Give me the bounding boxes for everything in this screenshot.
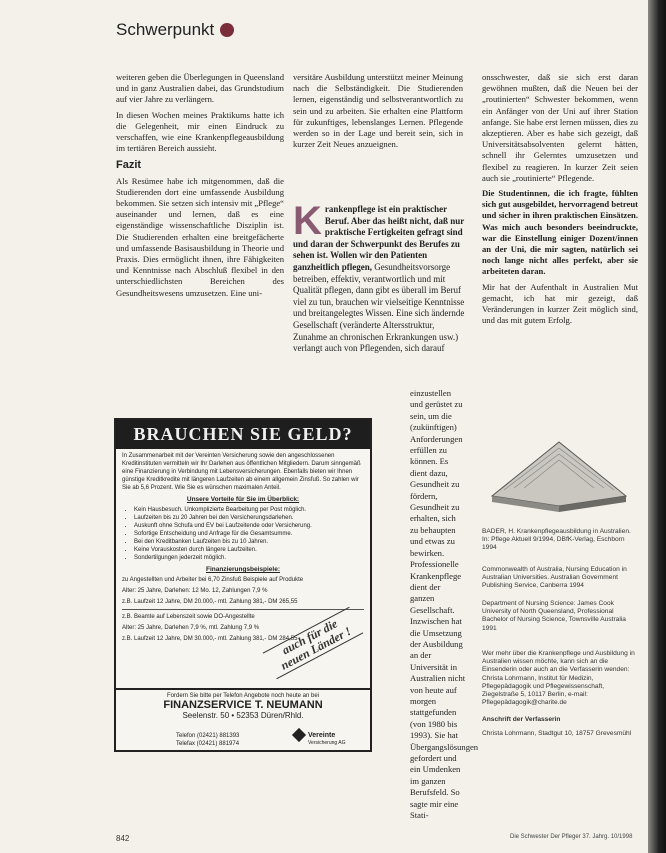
journal-footer: Die Schwester Der Pfleger 37. Jahrg. 10/1998 [510, 834, 633, 840]
drop-cap: K [293, 199, 322, 243]
ad-example-line: Alter: 25 Jahre, Darlehen 7,9 %, mtl. Zahlung 7,9 % [122, 625, 260, 631]
book-spine-shadow [648, 0, 666, 853]
partner-logo-icon [292, 728, 306, 742]
paragraph: Als Resümee habe ich mitgenommen, daß die Studierenden dort eine umfassende Ausbildung bekommen. Sie setzen sich intensiv mit „Pflege“ auseinander und lernen, daß es eine eigenständige wissenschaftliche Disziplin ist. Die Studierenden erhalten eine breitgefächerte und umfassende Basisausbildung in Theorie und Praxis. Dies ermöglicht ihnen, ihre Fähigkeiten und Kenntnisse nach Abschluß flexibel in den unterschiedlichsten Bereichen des Gesundheitswesens umzusetzen. Eine uni- [116, 175, 284, 298]
author-heading: Anschrift der Verfasserin [482, 716, 561, 723]
paragraph: In diesen Wochen meines Praktikums hatte ich die Gelegenheit, mir einen Eindruck zu verschaffen, wie eine Krankenpflegeausbildung im tertiären Bereich aussieht. [116, 109, 284, 154]
paragraph: versitäre Ausbildung unterstützt meiner Meinung nach die Selbständigkeit. Die Studierenden lernen, eigenständig und selbstverantwortlich zu sein und zu arbeiten. Sie erhalten eine Plattform für zukunftiges, lebenslanges Lernen. Pflegende werden so in der Lage und bereit sein, sich in kurzer Zeit Neues anzueignen. [293, 72, 463, 150]
company-contact [176, 732, 239, 748]
list-item: • Keine Vorauskosten durch längere Laufzeiten. [134, 546, 364, 554]
ad-stamp: auch für die neuen Länder ! [263, 607, 364, 679]
company-address: Seelenstr. 50 • 52353 Düren/Rhld. [182, 711, 304, 720]
partner-name: Vereinte [308, 731, 336, 739]
ad-footer-intro: Fordern Sie bitte per Telefon Angebote noch heute an bei [166, 693, 319, 699]
contact-note: Wer mehr über die Krankenpflege und Ausbildung in Australien wissen möchte, kann sich an die Einsenderin oder auch an die Verfasserin wenden: Christa Lohrmann, Institut für Medizin, Pflegepädagogik und Pflegewissenschaft, Ziegelstraße 5, 10117 Berlin, e-mail: Pflegepädagogik@charite.de [482, 650, 635, 707]
section-heading: Fazit [116, 159, 142, 172]
company-phone: Telefon (02421) 881393 [176, 733, 240, 739]
company-fax: Telefax (02421) 881974 [176, 741, 240, 747]
paragraph-bold: Die Studentinnen, die ich fragte, fühlten sich gut ausgebildet, hervorragend betreut und sicher in ihren praktischen Einsätzen. Was mich auch besonders beeindruckte, war die Einstellung einiger Dozent/innen an der Uni, die mir sagten, natürlich sei noch lange nicht alles perfekt, aber sie arbeiteten daran. [482, 188, 638, 277]
section-dot-icon [220, 23, 234, 37]
partner-subtitle: Versicherung AG [308, 740, 346, 746]
ad-example-line: z.B. Laufzeit 12 Jahre, DM 20.000,- mtl. Zahlung 381,- DM 265,55 [122, 599, 298, 605]
paragraph: einzustellen und gerüstet zu sein, um die (zukünftigen) Anforderungen erfüllen zu können. Es dient dazu, Gesundheit zu fördern, Gesundheit zu erhalten, sich zu behaupten und etwas zu bewirken. Professionelle Krankenpflege dient der ganzen Gesellschaft. Inzwischen hat die Umsetzung der Ausbildung an der Universität in Australien nicht von heute auf morgen stattgefunden (von 1980 bis 1993). Sie hat Übergangslösungen gefordert und ein Umdenken im ganzen Berufsfeld. So sagte mir eine Stati- [410, 388, 479, 821]
article-column-2 [293, 72, 463, 154]
article-column-1 [116, 72, 284, 303]
list-item: • Sondertilgungen jederzeit möglich. [134, 554, 364, 562]
reference-2: Commonwealth of Australia, Nursing Education in Australian Universities. Australian Government Publishing Service, Canberra 1994 [482, 566, 627, 590]
page-number: 842 [116, 834, 130, 843]
article-column-2-narrow [410, 388, 479, 825]
reference-3: Department of Nursing Science: James Cook University of North Queensland, Professional Bachelor of Nursing Science, Townsville Australia 1991 [482, 600, 626, 632]
list-item: • Sofortige Entscheidung und Anfrage für die Gesamtsumme. [134, 530, 364, 538]
list-item: • Kein Hausbesuch. Unkomplizierte Bearbeitung per Post möglich. [134, 506, 364, 514]
paragraph: onsschwester, daß sie sich erst daran gewöhnen mußten, daß die Neuen bei der „routinierten“ Schwester bekommen, wenn ein Anfänger von der Uni auf ihrer Station anfange. Sie habe erst lernen müssen, dies zu akzeptieren. Aber es habe sich gezeigt, daß Universitätsabsolventen gelernt hätten, schnell ihr Gelerntes umzusetzen und flexibel zu reagieren. In kurzer Zeit seien auch sie „routinierte“ Pflegende. [482, 72, 638, 183]
ad-example-heading: Finanzierungsbeispiele: [205, 566, 281, 573]
ad-footer [116, 688, 370, 752]
ad-advantages-heading: Unsere Vorteile für Sie im Überblick: [186, 496, 300, 503]
pull-quote [293, 199, 465, 355]
ad-advantages-list [122, 506, 364, 562]
list-item: • Auskunft ohne Schufa und EV bei Laufzeitende oder Versicherung. [134, 522, 364, 530]
section-header: Schwerpunkt [116, 20, 215, 39]
ad-intro: In Zusammenarbeit mit der Vereinten Versicherung sowie den angeschlossenen Kreditinstituten vermitteln wir Ihr Darlehen aus öffentlichen Mitgliedern. Darum sinngemäß eine Finanzierung in Verbindung mit Lebensversicherungen. Ebenfalls bieten wir Ihnen günstige Kreditkredite mit längeren Laufzeiten ab einem allgemein Zinsfuß. So zahlen wir Sie ab 5,6 Prozent. Wie Sie es wünschen maximalen Anteil. [122, 453, 361, 491]
reference-1: BADER, H. Krankenpflegeausbildung in Australien. In: Pflege Aktuell 9/1994, DBfK-Verlag, Eschborn 1994 [482, 528, 631, 552]
paragraph: Gesundheitsvorsorge betreiben, effektiv, verantwortlich und mit Qualität pflegen, dann gibt es überall im Beruf viel zu tun, brauchen wir vielseitige Kenntnisse und breitangelegtes Wissen. Eine sich ändernde Gesellschaft (veränderte Altersstruktur, Zunahme an chronischen Erkrankungen usw.) verlangt auch von Pflegenden, sich darauf [293, 261, 465, 354]
ad-example-line: z.B. Beamte auf Lebenszeit sowie DO-Angestellte [122, 614, 255, 620]
list-item: • Laufzeiten bis zu 20 Jahren bei den Versicherungsdarlehen. [134, 514, 364, 522]
paragraph: weiteren geben die Überlegungen in Queensland und in ganz Australien dabei, das Grundstudium auf vier Jahre zu verlängern. [116, 72, 284, 105]
book-illustration [484, 432, 634, 514]
paragraph: Mir hat der Aufenthalt in Australien Mut gemacht, ich hat mir gezeigt, daß Veränderungen in kurzer Zeit möglich sind, und das mit gutem Erfolg. [482, 281, 638, 326]
article-column-3 [482, 72, 638, 330]
pull-quote-text: rankenpflege ist ein praktischer Beruf. Aber das heißt nicht, daß nur praktische Fertigkeiten gefragt sind und daran der Schwerpunkt des Berufes zu sehen ist. Wollen wir den Patienten ganzheitlich pflegen, [293, 204, 465, 272]
author-address: Christa Lohrmann, Stadtgut 10, 18757 Grevesmühl [482, 730, 632, 737]
list-item: • Bei den Kreditbanken Laufzeiten bis zu 10 Jahren. [134, 538, 364, 546]
partner-logo [294, 730, 346, 746]
ad-example-line: Alter: 25 Jahre, Darlehen: 12 Mo. 12, Zahlungen 7,9 % [122, 588, 268, 594]
ad-example-line: zu Angestellten und Arbeiter bei 6,70 Zinsfuß Beispiele auf Produkte [122, 577, 304, 583]
advertisement [114, 418, 372, 752]
company-name: FINANZSERVICE T. NEUMANN [163, 699, 323, 711]
ad-example-line: z.B. Laufzeit 12 Jahre, DM 30.000,- mtl. Zahlung 381,- DM 284,55 [122, 636, 298, 642]
ad-title: BRAUCHEN SIE GELD? [116, 420, 370, 449]
ad-divider [122, 609, 364, 610]
